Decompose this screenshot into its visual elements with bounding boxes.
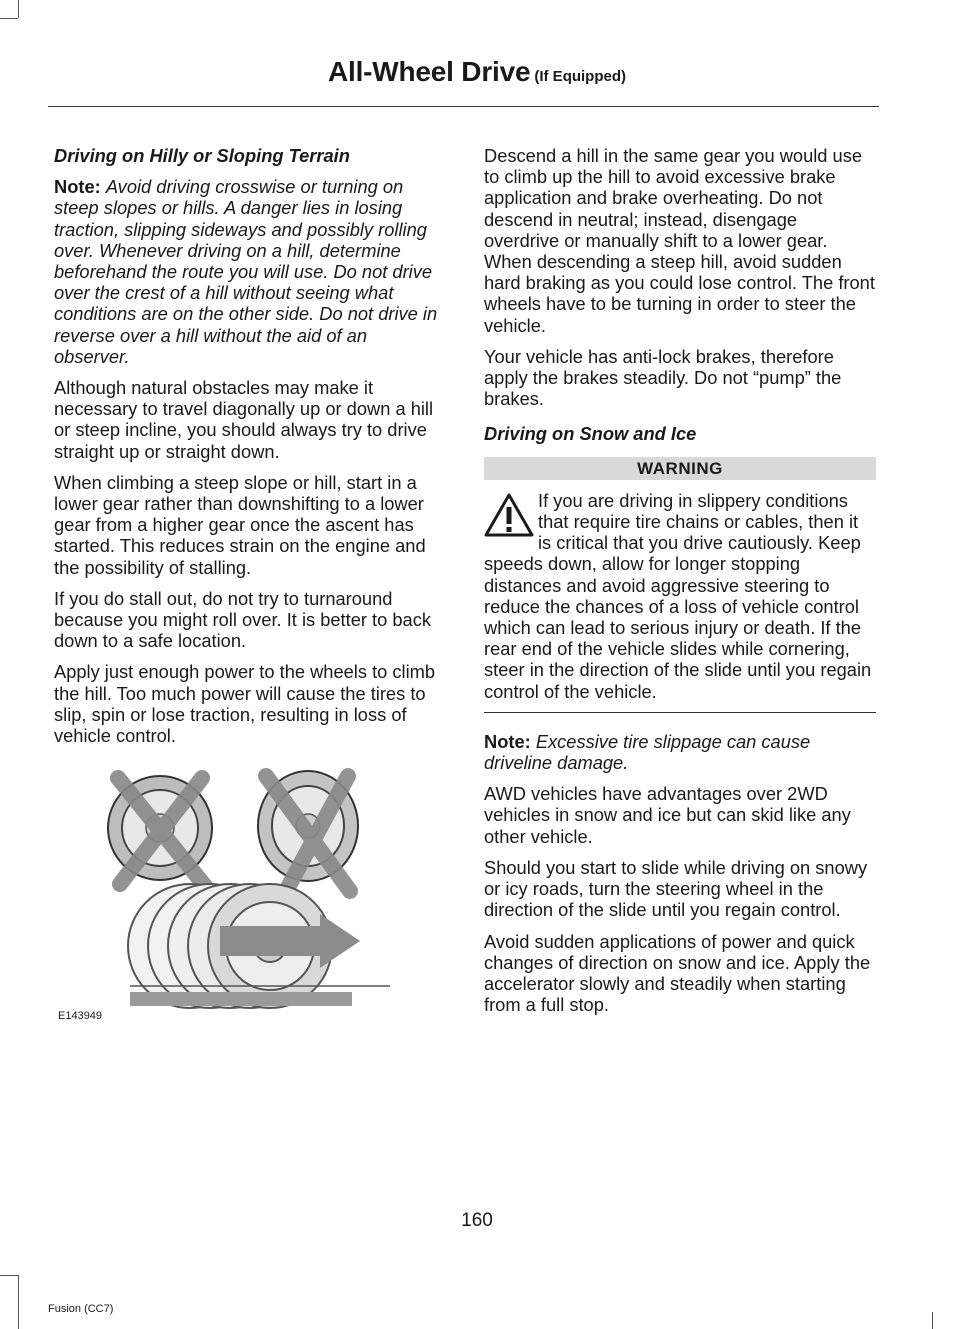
note-label: Note: [54, 176, 101, 198]
warning-text: If you are driving in slippery conditions that require tire chains or cables, then it is critical that you drive cautiously. Keep speeds down, allow for longer stopping distances and avoid aggressive steering to reduce the chances of a loss of vehicle control which can lead to serious injury or death. If the rear end of the vehicle slides while cornering, steer in the direction of the slide until you regain control of the vehicle. [484, 489, 872, 702]
ground-band [130, 992, 352, 1006]
warning-text-block [484, 490, 876, 702]
page-title: All-Wheel Drive [327, 56, 531, 87]
crossed-wheel-right [258, 771, 358, 891]
paragraph: Although natural obstacles may make it necessary to travel diagonally up or down a hill or steep incline, you should always try to drive straight up or straight down. [54, 377, 434, 462]
note-label: Note: [484, 730, 531, 752]
warning-title: WARNING [484, 457, 876, 480]
header-rule [48, 106, 879, 107]
warning-triangle-icon [484, 492, 534, 538]
paragraph: Apply just enough power to the wheels to climb the hill. Too much power will cause the tires to slip, spin or lose traction, resulting in loss of vehicle control. [54, 661, 436, 747]
section-heading: Driving on Snow and Ice [484, 423, 697, 445]
note-paragraph [54, 176, 446, 367]
crop-mark [18, 1275, 19, 1329]
paragraph: Should you start to slide while driving on snowy or icy roads, turn the steering wheel in the direction of the slide until you regain control. [484, 856, 868, 921]
hill-illustration [54, 766, 394, 1028]
page-number: 160 [461, 1210, 493, 1231]
paragraph: If you do stall out, do not try to turnaround because you might roll over. It is better to back down to a safe location. [54, 587, 431, 652]
paragraph: Your vehicle has anti-lock brakes, therefore apply the brakes steadily. Do not “pump” the brakes. [484, 345, 842, 410]
crop-mark [0, 18, 18, 19]
page-subtitle: (If Equipped) [534, 68, 627, 85]
footer-model: Fusion (CC7) [48, 1303, 114, 1315]
page-header [0, 56, 954, 88]
left-column [54, 145, 446, 1028]
wheels-illustration [90, 766, 390, 1028]
note-paragraph [484, 731, 876, 773]
paragraph: AWD vehicles have advantages over 2WD vehicles in snow and ice but can skid like any other vehicle. [484, 783, 851, 847]
crop-mark [18, 0, 19, 18]
crossed-wheel-left [108, 776, 212, 886]
crop-mark [0, 1275, 18, 1276]
right-column [484, 145, 876, 1025]
section-heading: Driving on Hilly or Sloping Terrain [54, 145, 350, 166]
note-text: Avoid driving crosswise or turning on steep slopes or hills. A danger lies in losing traction, slipping sideways and possibly rolling over. Whenever driving on a hill, determine beforehand the route you will use. Do not drive over the crest of a hill without seeing what conditions are on the other side. Do not drive in reverse over a hill without the aid of an observer. [54, 176, 438, 367]
paragraph: When climbing a steep slope or hill, start in a lower gear rather than downshifting to a lower gear from a higher gear once the ascent has started. This reduces strain on the engine and the possibility of stalling. [54, 471, 426, 578]
warning-rule [484, 712, 876, 713]
paragraph: Avoid sudden applications of power and quick changes of direction on snow and ice. Apply the accelerator slowly and steadily when starting from a full stop. [484, 930, 871, 1016]
note-text: Excessive tire slippage can cause driveline damage. [484, 730, 811, 774]
figure-id: E143949 [58, 1010, 103, 1023]
crop-mark [932, 1312, 933, 1329]
paragraph: Descend a hill in the same gear you would use to climb up the hill to avoid excessive brake application and brake overheating. Do not descend in neutral; instead, disengage overdrive or manually shift to a lower gear. When descending a steep hill, avoid sudden hard braking as you could lose control. The front wheels have to be turning in order to steer the vehicle. [484, 145, 875, 336]
